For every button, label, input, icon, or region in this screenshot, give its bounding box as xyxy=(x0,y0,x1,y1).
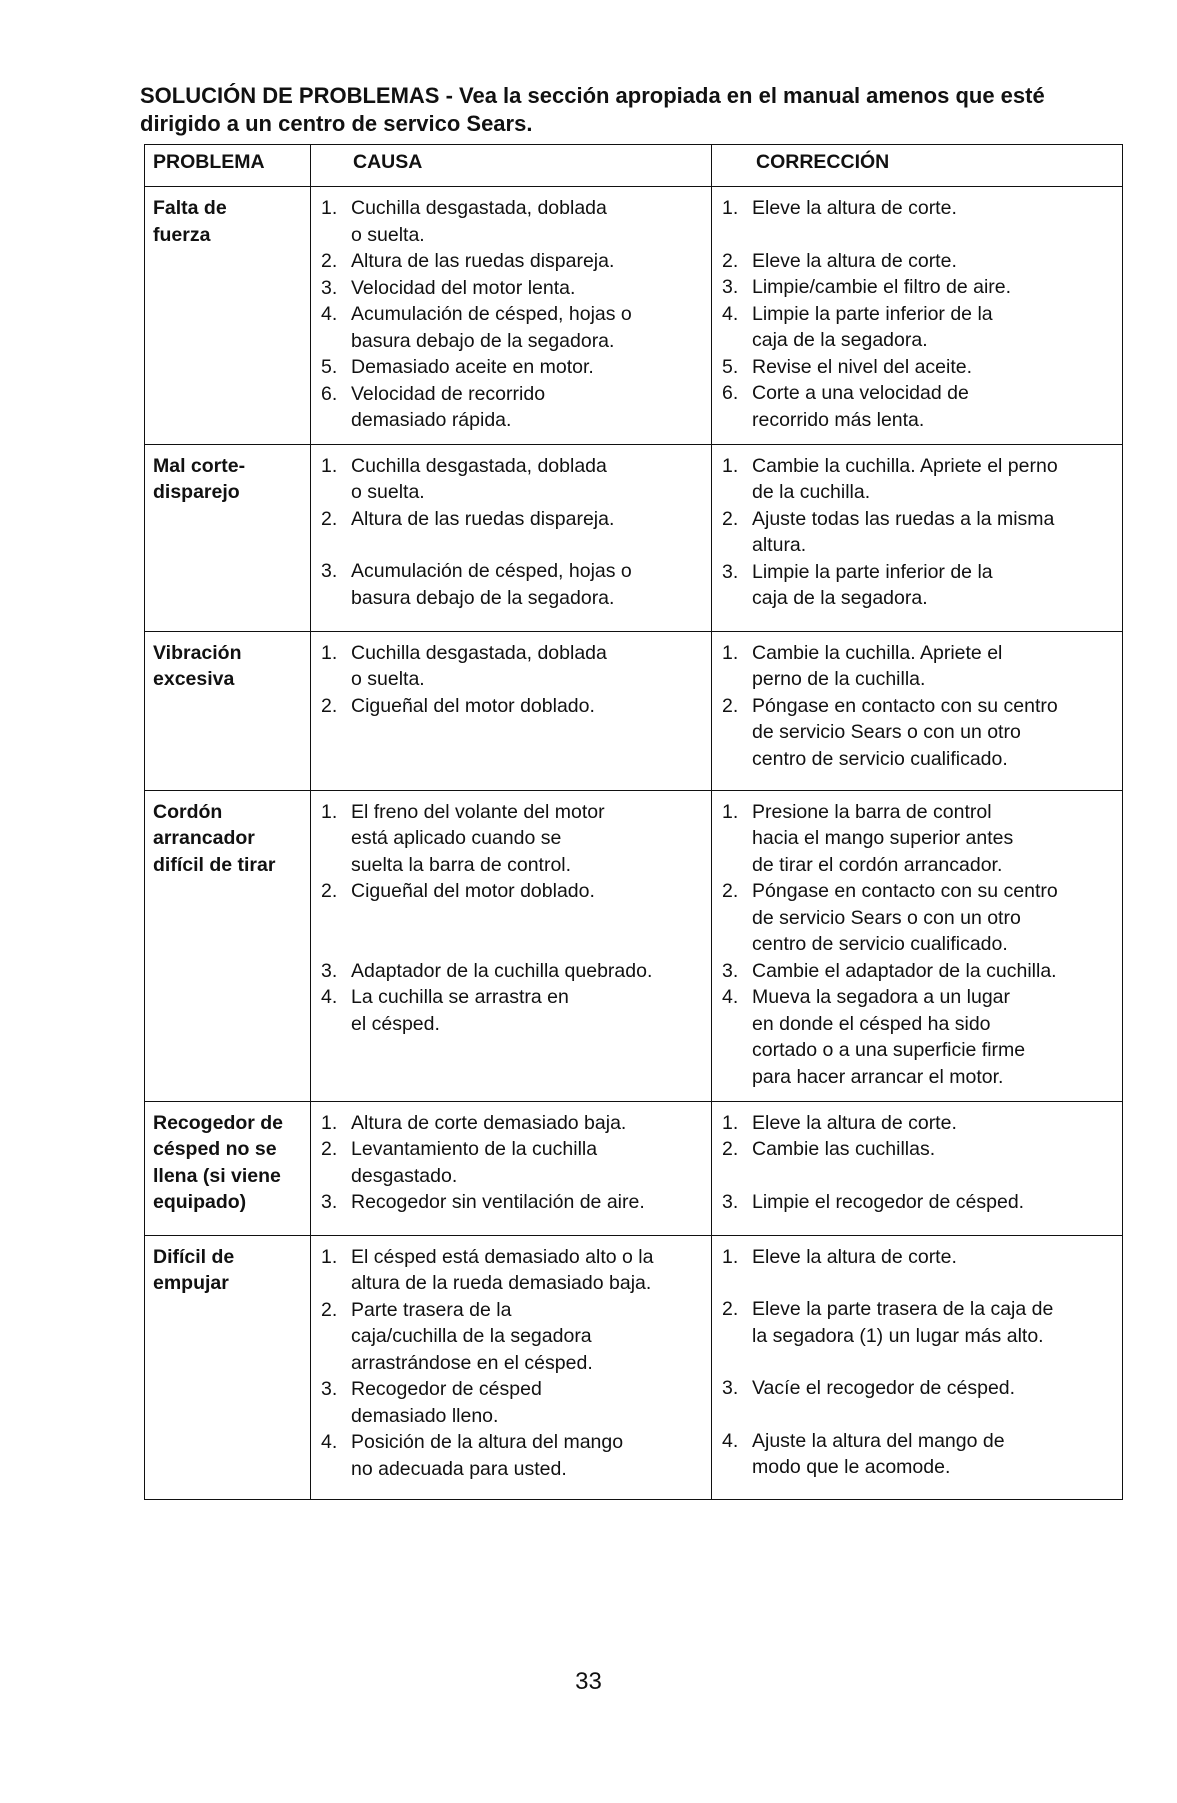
item-number: 2. xyxy=(722,880,739,902)
table-header-row xyxy=(145,145,1123,187)
cause-item xyxy=(321,275,705,302)
item-text: Posición de la altura del mango no adecuada para usted. xyxy=(351,1431,624,1480)
item-number: 3. xyxy=(722,1377,739,1399)
correction-item xyxy=(722,248,1116,275)
table-row xyxy=(145,1101,1123,1235)
item-text: Velocidad del motor lenta. xyxy=(351,276,576,299)
item-number: 3. xyxy=(722,560,739,583)
correction-list xyxy=(712,1110,1122,1216)
item-text: Altura de corte demasiado baja. xyxy=(351,1111,627,1134)
correction-item xyxy=(722,1296,1116,1349)
correction-item xyxy=(722,984,1116,1090)
cause-list xyxy=(311,1244,711,1483)
cause-item xyxy=(321,1136,705,1189)
item-number: 1. xyxy=(321,197,338,219)
item-text: Vacíe el recogedor de césped. xyxy=(752,1377,1016,1399)
item-text: Parte trasera de la caja/cuchilla de la segadora arrastrándose en el césped. xyxy=(351,1298,593,1374)
item-number: 1. xyxy=(722,1245,739,1268)
item-number: 4. xyxy=(722,302,739,325)
cause-cell xyxy=(311,444,712,631)
item-number: 2. xyxy=(722,507,739,530)
item-text: Adaptador de la cuchilla quebrado. xyxy=(351,959,653,982)
item-text: Altura de las ruedas dispareja. xyxy=(351,507,615,530)
cause-list xyxy=(311,1110,711,1216)
item-number: 1. xyxy=(321,454,338,477)
item-text: Corte a una velocidad de recorrido más lenta. xyxy=(752,382,969,431)
item-number: 3. xyxy=(321,276,338,299)
cause-item xyxy=(321,1376,705,1429)
item-number: 2. xyxy=(321,880,338,902)
cause-list xyxy=(311,640,711,720)
item-number: 4. xyxy=(722,1429,739,1452)
item-number: 3. xyxy=(321,560,338,582)
cause-item xyxy=(321,1189,705,1216)
cause-item xyxy=(321,640,705,693)
page-number: 33 xyxy=(575,1668,602,1695)
item-number: 6. xyxy=(321,382,338,405)
table-row xyxy=(145,631,1123,790)
item-number: 3. xyxy=(321,1378,338,1400)
item-text: Cambie las cuchillas. xyxy=(752,1138,936,1160)
item-text: El freno del volante del motor está aplicado cuando se suelta la barra de control. xyxy=(351,800,605,876)
item-text: Eleve la altura de corte. xyxy=(752,249,957,272)
item-number: 4. xyxy=(321,1431,338,1453)
problem-cell: Difícil de empujar xyxy=(145,1235,311,1499)
problem-cell: Vibración excesiva xyxy=(145,631,311,790)
correction-list xyxy=(712,195,1122,433)
item-text: Póngase en contacto con su centro de servicio Sears o con un otro centro de servicio cualificado. xyxy=(752,694,1058,770)
cause-item xyxy=(321,693,705,720)
correction-item xyxy=(722,1110,1116,1137)
cause-item xyxy=(321,984,705,1037)
item-number: 1. xyxy=(722,197,739,219)
item-text: Cuchilla desgastada, doblada o suelta. xyxy=(351,454,607,503)
table-row xyxy=(145,444,1123,631)
cause-item xyxy=(321,301,705,354)
correction-item xyxy=(722,1136,1116,1163)
item-number: 5. xyxy=(321,356,338,378)
correction-item xyxy=(722,1375,1116,1402)
item-text: Limpie la parte inferior de la caja de la segadora. xyxy=(752,302,993,351)
item-number: 2. xyxy=(722,1298,739,1320)
problem-cell: Recogedor de césped no se llena (si viene equipado) xyxy=(145,1101,311,1235)
correction-item xyxy=(722,693,1116,773)
item-number: 1. xyxy=(321,1245,338,1268)
problem-cell: Falta de fuerza xyxy=(145,187,311,445)
correction-cell xyxy=(712,1235,1123,1499)
correction-cell xyxy=(712,1101,1123,1235)
item-text: La cuchilla se arrastra en el césped. xyxy=(351,986,569,1035)
item-text: Demasiado aceite en motor. xyxy=(351,356,594,378)
item-text: Cigueñal del motor doblado. xyxy=(351,880,595,902)
item-text: Velocidad de recorrido demasiado rápida. xyxy=(351,382,546,431)
cause-item xyxy=(321,354,705,381)
item-text: Acumulación de césped, hojas o basura debajo de la segadora. xyxy=(351,560,632,609)
cause-item xyxy=(321,248,705,275)
item-number: 3. xyxy=(722,959,739,982)
cause-cell xyxy=(311,1101,712,1235)
item-number: 2. xyxy=(321,1138,338,1160)
cause-list xyxy=(311,799,711,1038)
correction-list xyxy=(712,1244,1122,1481)
item-text: Cigueñal del motor doblado. xyxy=(351,694,595,717)
cause-cell xyxy=(311,631,712,790)
item-text: Cuchilla desgastada, doblada o suelta. xyxy=(351,641,607,690)
item-number: 6. xyxy=(722,382,739,404)
page-title: SOLUCIÓN DE PROBLEMAS - Vea la sección apropiada en el manual amenos que esté dirigido a un centro de servico Sears. xyxy=(140,83,1045,136)
item-number: 3. xyxy=(722,276,739,298)
table-row xyxy=(145,1235,1123,1499)
correction-list xyxy=(712,453,1122,612)
correction-item xyxy=(722,958,1116,985)
item-number: 2. xyxy=(321,507,338,530)
cause-item xyxy=(321,453,705,506)
item-text: Limpie/cambie el filtro de aire. xyxy=(752,276,1012,298)
cause-item xyxy=(321,799,705,879)
item-number: 1. xyxy=(321,800,338,823)
item-number: 1. xyxy=(722,800,739,823)
item-number: 4. xyxy=(321,986,338,1008)
cause-list xyxy=(311,195,711,434)
cause-item xyxy=(321,506,705,533)
cause-item xyxy=(321,1429,705,1482)
correction-item xyxy=(722,878,1116,958)
item-number: 4. xyxy=(722,986,739,1008)
cause-item xyxy=(321,878,705,905)
cause-list xyxy=(311,453,711,612)
cause-item xyxy=(321,195,705,248)
item-text: El césped está demasiado alto o la altura de la rueda demasiado baja. xyxy=(351,1245,654,1294)
correction-item xyxy=(722,640,1116,693)
item-text: Levantamiento de la cuchilla desgastado. xyxy=(351,1138,598,1187)
item-number: 4. xyxy=(321,303,338,325)
item-number: 2. xyxy=(321,250,338,272)
cause-item xyxy=(321,958,705,985)
problem-cell: Mal corte- disparejo xyxy=(145,444,311,631)
item-text: Póngase en contacto con su centro de servicio Sears o con un otro centro de servicio cualificado. xyxy=(752,880,1058,955)
correction-item xyxy=(722,453,1116,506)
item-number: 3. xyxy=(321,959,338,982)
item-text: Ajuste la altura del mango de modo que le acomode. xyxy=(752,1429,1005,1478)
correction-cell xyxy=(712,631,1123,790)
correction-item xyxy=(722,380,1116,433)
item-number: 1. xyxy=(722,641,739,664)
item-text: Recogedor de césped demasiado lleno. xyxy=(351,1378,542,1427)
cause-cell xyxy=(311,1235,712,1499)
cause-cell xyxy=(311,790,712,1101)
item-text: Eleve la altura de corte. xyxy=(752,1111,957,1134)
cause-item xyxy=(321,558,705,611)
item-text: Cambie la cuchilla. Apriete el perno de la cuchilla. xyxy=(752,641,1003,690)
troubleshooting-table xyxy=(144,144,1123,1500)
item-text: Cuchilla desgastada, doblada o suelta. xyxy=(351,197,607,246)
item-text: Eleve la altura de corte. xyxy=(752,1245,957,1268)
cause-item xyxy=(321,1110,705,1137)
item-number: 5. xyxy=(722,355,739,378)
item-number: 3. xyxy=(321,1191,338,1213)
item-number: 1. xyxy=(321,641,338,664)
item-text: Mueva la segadora a un lugar en donde el césped ha sido cortado o a una superficie firme para hacer arrancar el motor. xyxy=(752,986,1026,1088)
correction-item xyxy=(722,354,1116,381)
item-text: Presione la barra de control hacia el mango superior antes de tirar el cordón arrancador. xyxy=(752,800,1014,876)
item-text: Cambie el adaptador de la cuchilla. xyxy=(752,959,1057,982)
cause-cell xyxy=(311,187,712,445)
column-header-causa: CAUSA xyxy=(311,145,712,187)
correction-list xyxy=(712,799,1122,1091)
correction-item xyxy=(722,1189,1116,1216)
item-number: 2. xyxy=(722,1138,739,1160)
item-text: Eleve la altura de corte. xyxy=(752,197,957,219)
item-number: 2. xyxy=(321,1298,338,1321)
correction-item xyxy=(722,195,1116,222)
correction-item xyxy=(722,506,1116,559)
item-number: 2. xyxy=(722,249,739,272)
item-number: 1. xyxy=(321,1111,338,1134)
correction-list xyxy=(712,640,1122,773)
item-text: Recogedor sin ventilación de aire. xyxy=(351,1191,645,1213)
item-number: 2. xyxy=(321,694,338,717)
problem-cell: Cordón arrancador difícil de tirar xyxy=(145,790,311,1101)
cause-item xyxy=(321,1297,705,1377)
column-header-problema: PROBLEMA xyxy=(145,145,311,187)
correction-item xyxy=(722,1244,1116,1271)
item-text: Eleve la parte trasera de la caja de la segadora (1) un lugar más alto. xyxy=(752,1298,1054,1347)
cause-item xyxy=(321,381,705,434)
correction-cell xyxy=(712,790,1123,1101)
correction-cell xyxy=(712,444,1123,631)
column-header-correccion: CORRECCIÓN xyxy=(712,145,1123,187)
item-number: 1. xyxy=(722,1111,739,1134)
correction-item xyxy=(722,1428,1116,1481)
item-text: Acumulación de césped, hojas o basura debajo de la segadora. xyxy=(351,303,632,352)
table-row xyxy=(145,187,1123,445)
correction-item xyxy=(722,799,1116,879)
item-text: Limpie el recogedor de césped. xyxy=(752,1190,1025,1213)
item-number: 1. xyxy=(722,454,739,477)
correction-item xyxy=(722,274,1116,301)
correction-item xyxy=(722,559,1116,612)
item-number: 2. xyxy=(722,694,739,717)
item-text: Limpie la parte inferior de la caja de la segadora. xyxy=(752,560,993,609)
table-row xyxy=(145,790,1123,1101)
item-number: 3. xyxy=(722,1190,739,1213)
cause-item xyxy=(321,1244,705,1297)
item-text: Altura de las ruedas dispareja. xyxy=(351,250,615,272)
correction-cell xyxy=(712,187,1123,445)
correction-item xyxy=(722,301,1116,354)
item-text: Revise el nivel del aceite. xyxy=(752,355,973,378)
item-text: Ajuste todas las ruedas a la misma altura. xyxy=(752,507,1055,556)
item-text: Cambie la cuchilla. Apriete el perno de la cuchilla. xyxy=(752,454,1058,503)
